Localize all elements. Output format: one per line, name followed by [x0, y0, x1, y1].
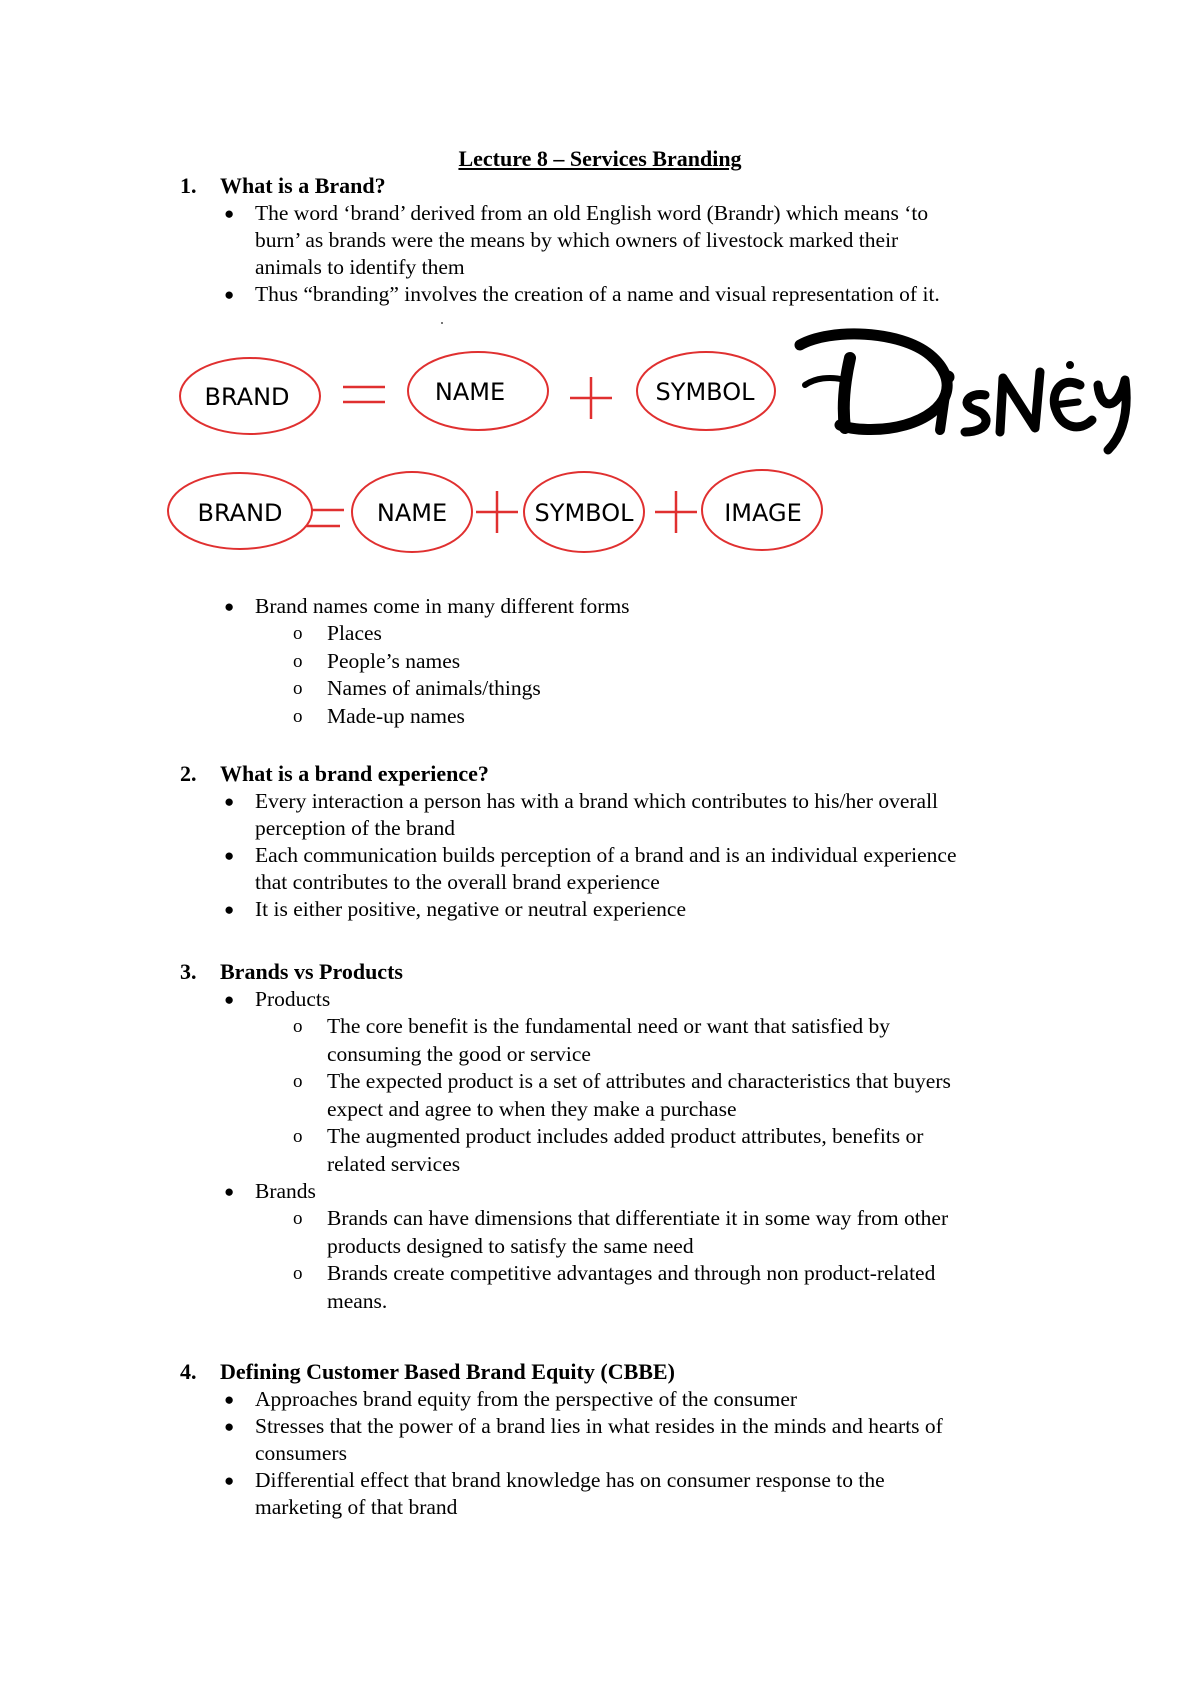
bullet-marker: ● [224, 285, 235, 304]
section-4 [180, 1358, 1060, 1521]
text-line: animals to identify them [255, 255, 465, 279]
text-line: consumers [255, 1441, 347, 1465]
bullet-item [180, 593, 1060, 620]
stray-mark [441, 322, 443, 324]
sub-marker: o [293, 1208, 303, 1229]
sub-marker: o [293, 623, 303, 644]
text-line: expect and agree to when they make a purchase [327, 1096, 737, 1121]
bullet-item [180, 986, 1060, 1013]
section-1-continued [180, 593, 1060, 730]
sub-item [180, 648, 1060, 676]
bullet-item [180, 281, 1060, 308]
name-ellipse [408, 352, 548, 430]
bullet-marker: ● [224, 1471, 235, 1490]
text-line: Places [327, 621, 382, 645]
sub-item [180, 1123, 1060, 1178]
section-number: 1. [180, 173, 197, 198]
symbol-label: SYMBOL [655, 378, 755, 406]
sub-item [180, 675, 1060, 703]
text-line: Each communication builds perception of a brand and is an individual experience [255, 843, 957, 867]
bullet-marker: ● [224, 846, 235, 865]
symbol-ellipse [524, 472, 644, 552]
section-1 [180, 172, 1060, 308]
text-line: perception of the brand [255, 816, 455, 840]
bullet-item [180, 1178, 1060, 1205]
bullet-item [180, 896, 1060, 923]
brand-ellipse [168, 473, 312, 549]
name-label: NAME [434, 378, 506, 406]
section-title: Defining Customer Based Brand Equity (CBBE) [220, 1359, 675, 1384]
bullet-item [180, 1467, 1060, 1521]
text-line: Stresses that the power of a brand lies in what resides in the minds and hearts of [255, 1414, 943, 1438]
symbol-ellipse [637, 352, 775, 430]
bullet-marker: ● [224, 1417, 235, 1436]
section-title: What is a brand experience? [220, 761, 489, 786]
text-line: Approaches brand equity from the perspective of the consumer [255, 1387, 798, 1411]
bullet-marker: ● [224, 792, 235, 811]
sub-item [180, 620, 1060, 648]
section-2 [180, 760, 1060, 923]
text-line: The augmented product includes added product attributes, benefits or [327, 1124, 924, 1148]
sub-item [180, 1260, 1060, 1315]
bullet-marker: ● [224, 597, 235, 616]
text-line: Made-up names [327, 703, 465, 728]
sub-marker: o [293, 1016, 303, 1037]
text-line: Differential effect that brand knowledge has on consumer response to the [255, 1468, 885, 1492]
text-line: Thus “branding” involves the creation of a name and visual representation of it. [255, 282, 940, 306]
bullet-item [180, 788, 1060, 842]
sub-marker: o [293, 1126, 303, 1147]
text-line: means. [327, 1288, 388, 1313]
text-line: related services [327, 1151, 461, 1176]
text-line: The expected product is a set of attributes and characteristics that buyers [327, 1069, 951, 1093]
text-line: Brands [255, 1179, 316, 1203]
sub-marker: o [293, 705, 303, 727]
section-3 [180, 958, 1060, 1315]
brand-label: BRAND [197, 499, 283, 527]
image-label: IMAGE [724, 499, 802, 527]
bullet-item [180, 200, 1060, 281]
image-ellipse [702, 470, 822, 550]
brand-ellipse [180, 358, 320, 434]
text-line: consuming the good or service [327, 1041, 591, 1066]
text-line: products designed to satisfy the same need [327, 1233, 694, 1258]
text-line: Every interaction a person has with a brand which contributes to his/her overall [255, 789, 939, 813]
text-line: marketing of that brand [255, 1495, 458, 1519]
page-title: Lecture 8 – Services Branding [458, 146, 742, 171]
section-heading [180, 172, 1060, 200]
text-line: The word ‘brand’ derived from an old English word (Brandr) which means ‘to [255, 201, 929, 225]
bullet-item [180, 842, 1060, 896]
section-number: 4. [180, 1359, 197, 1384]
name-label: NAME [376, 499, 448, 527]
sub-marker: o [293, 678, 303, 699]
text-line: burn’ as brands were the means by which owners of livestock marked their [255, 228, 899, 252]
section-number: 3. [180, 959, 197, 984]
bullet-marker: ● [224, 900, 235, 919]
text-line: Names of animals/things [327, 676, 541, 700]
symbol-label: SYMBOL [534, 499, 634, 527]
section-heading [180, 760, 1060, 788]
text-line: People’s names [327, 648, 461, 673]
name-ellipse [352, 472, 472, 552]
sub-marker: o [293, 650, 303, 672]
brand-label: BRAND [204, 383, 290, 411]
text-line: Brands create competitive advantages and through non product-related [327, 1261, 936, 1285]
sub-item [180, 1205, 1060, 1260]
section-heading [180, 1358, 1060, 1386]
text-line: that contributes to the overall brand experience [255, 870, 660, 894]
bullet-marker: ● [224, 1182, 235, 1201]
text-line: Brands can have dimensions that differentiate it in some way from other [327, 1206, 949, 1230]
sub-marker: o [293, 1071, 303, 1092]
section-title: Brands vs Products [220, 959, 403, 984]
bullet-marker: ● [224, 204, 235, 223]
sub-item [180, 1068, 1060, 1123]
text-line: It is either positive, negative or neutral experience [255, 897, 687, 921]
bullet-marker: ● [224, 990, 235, 1009]
text-line: The core benefit is the fundamental need or want that satisfied by [327, 1014, 890, 1038]
sub-marker: o [293, 1263, 303, 1284]
sub-item [180, 703, 1060, 731]
text-line: Brand names come in many different forms [255, 594, 630, 618]
text-line: Products [255, 987, 331, 1011]
section-number: 2. [180, 761, 197, 786]
bullet-item [180, 1413, 1060, 1467]
section-title: What is a Brand? [220, 173, 386, 198]
disney-logo [800, 334, 1126, 450]
sub-item [180, 1013, 1060, 1068]
bullet-item [180, 1386, 1060, 1413]
bullet-marker: ● [224, 1390, 235, 1409]
section-heading [180, 958, 1060, 986]
